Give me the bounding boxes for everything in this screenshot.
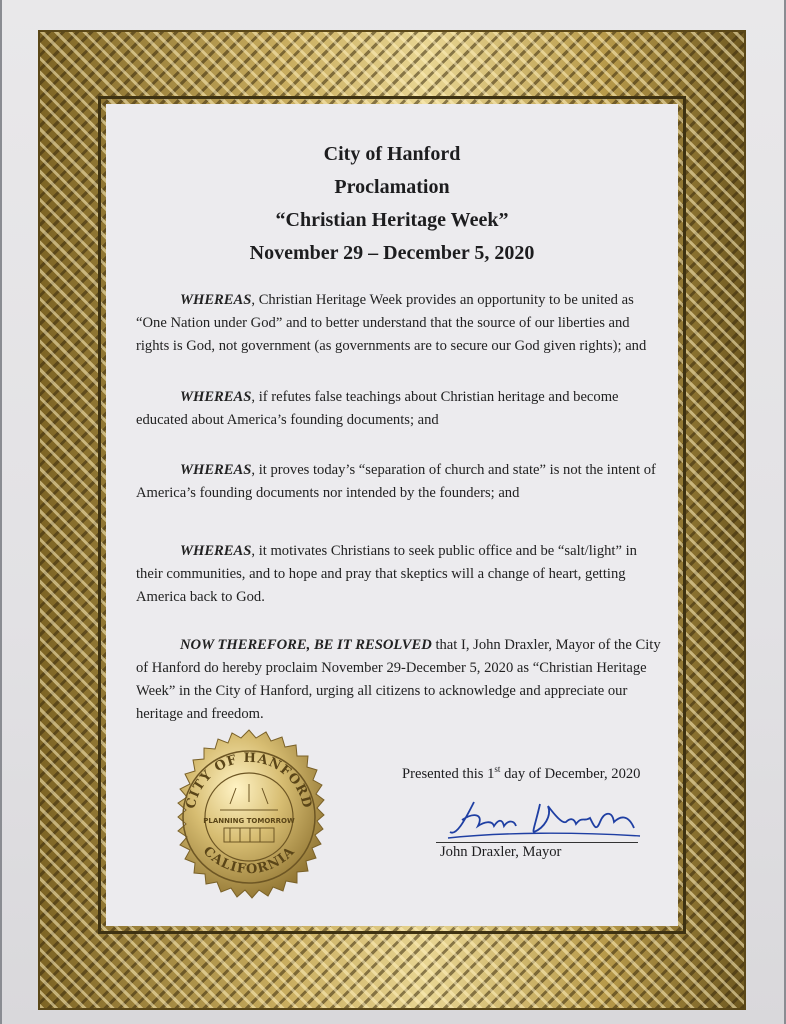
proclamation-heading	[106, 138, 678, 270]
certificate-paper	[2, 0, 784, 1024]
whereas-paragraph-2: WHEREAS, if refutes false teachings about Christian heritage and become educated about America’s founding documents; and	[136, 389, 619, 428]
whereas-paragraph-1: WHEREAS, Christian Heritage Week provides an opportunity to be united as “One Nation under God” and to better understand that the source of our liberties and rights is God, not government (as governments are to secure our God given rights); and	[136, 292, 647, 354]
whereas-paragraph-3: WHEREAS, it proves today’s “separation of church and state” is not the intent of America’s founding documents nor intended by the founders; and	[136, 462, 656, 501]
resolved-paragraph: NOW THEREFORE, BE IT RESOLVED that I, John Draxler, Mayor of the City of Hanford do hereby proclaim November 29-December 5, 2020 as “Christian Heritage Week” in the City of Hanford, urging all citizens to acknowledge and appreciate our heritage and freedom.	[136, 637, 661, 722]
whereas-paragraph-4: WHEREAS, it motivates Christians to seek public office and be “salt/light” in their communities, and to hope and pray that skeptics will a change of heart, getting America back to God.	[136, 543, 637, 605]
handwritten-signature	[444, 792, 644, 842]
city-name: City of Hanford	[323, 143, 461, 165]
seal-banner: PLANNING TOMORROW	[203, 817, 295, 825]
proclamation-title: “Christian Heritage Week”	[275, 209, 509, 231]
signature-line	[436, 842, 638, 843]
proclamation-dates: November 29 – December 5, 2020	[249, 242, 535, 264]
seal-top-text: CITY OF HANFORD	[183, 750, 315, 811]
document-type: Proclamation	[334, 176, 450, 198]
gold-city-seal-icon	[160, 728, 338, 906]
signer-name: John Draxler, Mayor	[440, 844, 562, 860]
seal-bottom-text: CALIFORNIA	[199, 843, 299, 878]
presented-date: Presented this 1st day of December, 2020	[402, 764, 641, 782]
